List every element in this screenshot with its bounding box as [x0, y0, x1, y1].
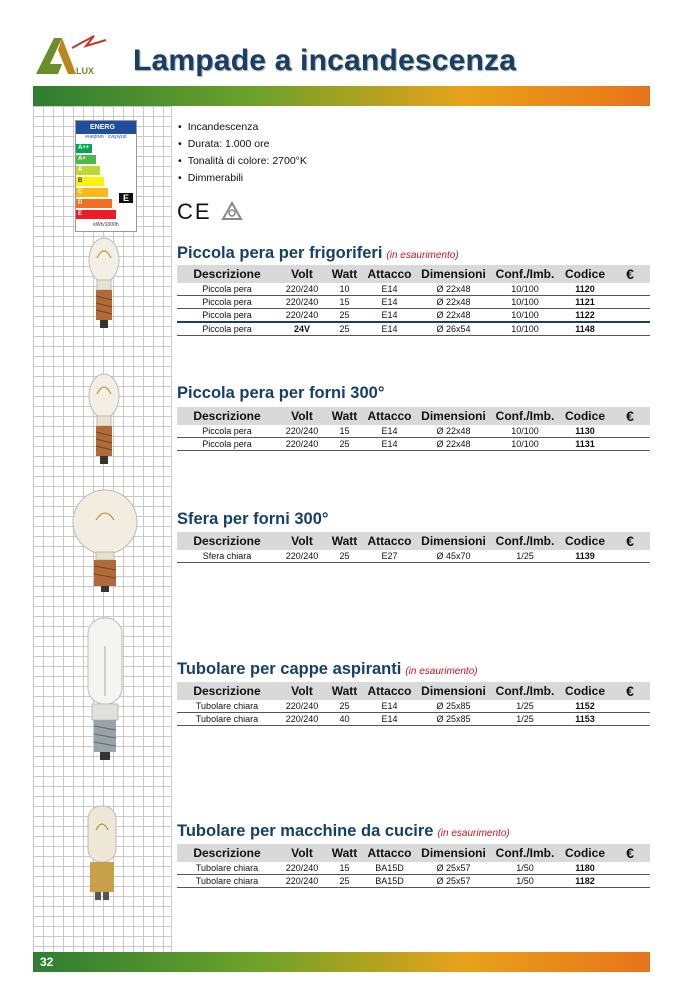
table-cell [610, 322, 650, 336]
table-cell: 25 [327, 309, 362, 323]
col-dimensioni: Dimensioni [417, 682, 490, 700]
table-cell: Piccola pera [177, 283, 277, 296]
col-dimensioni: Dimensioni [417, 407, 490, 425]
col-descrizione: Descrizione [177, 265, 277, 283]
table-cell: 10/100 [490, 438, 560, 451]
table-cell: 10/100 [490, 283, 560, 296]
col-codice: Codice [560, 682, 610, 700]
col-descrizione: Descrizione [177, 532, 277, 550]
section-title-text: Piccola pera per forni 300° [177, 384, 385, 402]
col-watt: Watt [327, 682, 362, 700]
col-volt: Volt [277, 682, 327, 700]
table-cell [610, 438, 650, 451]
header-gradient-bar [33, 86, 650, 106]
sphere-bulb-image [70, 486, 140, 596]
col-volt: Volt [277, 844, 327, 862]
table-row [177, 550, 650, 563]
col-attacco: Attacco [362, 532, 417, 550]
energy-label-footer: kWh/1000h [93, 222, 119, 228]
col-dimensioni: Dimensioni [417, 532, 490, 550]
table-cell: 25 [327, 700, 362, 713]
col-descrizione: Descrizione [177, 844, 277, 862]
table-cell: 1148 [560, 322, 610, 336]
safety-triangle-icon [221, 201, 243, 221]
col-volt: Volt [277, 265, 327, 283]
product-table [177, 532, 650, 563]
table-cell: 220/240 [277, 438, 327, 451]
section-title-text: Sfera per forni 300° [177, 510, 329, 528]
table-cell: Ø 25x57 [417, 875, 490, 888]
table-cell: Ø 26x54 [417, 322, 490, 336]
table-cell: Piccola pera [177, 309, 277, 323]
table-cell: E14 [362, 283, 417, 296]
table-cell: 40 [327, 713, 362, 726]
table-cell: 25 [327, 438, 362, 451]
energy-class-a: A [76, 166, 100, 175]
table-row [177, 875, 650, 888]
table-cell: Piccola pera [177, 438, 277, 451]
table-cell: 1130 [560, 425, 610, 438]
col-attacco: Attacco [362, 407, 417, 425]
table-cell: Tubolare chiara [177, 862, 277, 875]
table-cell: 220/240 [277, 862, 327, 875]
energy-label-subtitle: енергия · ενεργεια [85, 134, 127, 140]
col-descrizione: Descrizione [177, 407, 277, 425]
section-title-text: Piccola pera per frigoriferi [177, 244, 383, 262]
col-euro: € [610, 844, 650, 862]
table-cell: Tubolare chiara [177, 875, 277, 888]
table-cell: 15 [327, 862, 362, 875]
table-cell: E14 [362, 322, 417, 336]
section-title [177, 384, 384, 403]
table-cell: E14 [362, 309, 417, 323]
table-cell: Sfera chiara [177, 550, 277, 563]
table-cell: E14 [362, 438, 417, 451]
section-title [177, 822, 510, 841]
col-volt: Volt [277, 407, 327, 425]
section-title [177, 244, 459, 263]
feature-item: • Dimmerabili [178, 170, 307, 187]
table-cell: 10/100 [490, 425, 560, 438]
table-cell: 220/240 [277, 283, 327, 296]
table-row [177, 700, 650, 713]
small-pear-oven-bulb-image [85, 372, 123, 472]
table-cell: 24V [277, 322, 327, 336]
energy-class-e: E [76, 210, 116, 219]
table-cell: E14 [362, 700, 417, 713]
col-watt: Watt [327, 407, 362, 425]
table-cell: Piccola pera [177, 322, 277, 336]
table-cell: 1/25 [490, 550, 560, 563]
col-codice: Codice [560, 407, 610, 425]
table-cell: E14 [362, 713, 417, 726]
table-cell: 1122 [560, 309, 610, 323]
table-cell: Piccola pera [177, 296, 277, 309]
table-cell: E14 [362, 425, 417, 438]
section-title [177, 510, 329, 529]
section-note: (in esaurimento) [437, 828, 510, 839]
table-cell: 1/25 [490, 713, 560, 726]
tubular-hood-bulb-image [82, 616, 128, 766]
table-cell: 25 [327, 550, 362, 563]
table-cell [610, 425, 650, 438]
tubular-sewing-bulb-image [82, 804, 122, 904]
table-cell: 10/100 [490, 309, 560, 323]
table-cell: 220/240 [277, 296, 327, 309]
col-attacco: Attacco [362, 844, 417, 862]
col-watt: Watt [327, 844, 362, 862]
feature-list [178, 119, 307, 187]
table-cell [610, 296, 650, 309]
table-cell: 25 [327, 875, 362, 888]
energy-label-header: ENERG [76, 121, 136, 134]
col-conf: Conf./Imb. [490, 532, 560, 550]
energy-label [75, 120, 137, 232]
col-watt: Watt [327, 532, 362, 550]
small-pear-bulb-image [85, 236, 123, 336]
table-cell: 10 [327, 283, 362, 296]
table-cell: 1131 [560, 438, 610, 451]
table-cell: Ø 25x57 [417, 862, 490, 875]
table-cell: 10/100 [490, 296, 560, 309]
section-title [177, 660, 478, 679]
table-cell: Ø 45x70 [417, 550, 490, 563]
page-number: 32 [40, 955, 54, 969]
table-cell: 1121 [560, 296, 610, 309]
product-table [177, 844, 650, 888]
table-cell [610, 875, 650, 888]
col-descrizione: Descrizione [177, 682, 277, 700]
table-cell: 220/240 [277, 713, 327, 726]
table-cell: 25 [327, 322, 362, 336]
col-dimensioni: Dimensioni [417, 265, 490, 283]
table-cell: Ø 25x85 [417, 713, 490, 726]
footer-gradient-bar [33, 952, 650, 972]
col-conf: Conf./Imb. [490, 844, 560, 862]
col-attacco: Attacco [362, 682, 417, 700]
table-cell: Ø 22x48 [417, 296, 490, 309]
table-cell: Ø 25x85 [417, 700, 490, 713]
table-cell: E27 [362, 550, 417, 563]
brand-logo [32, 30, 120, 78]
table-row [177, 713, 650, 726]
section-note: (in esaurimento) [405, 666, 478, 677]
table-cell: 15 [327, 296, 362, 309]
energy-class-c: C [76, 188, 108, 197]
feature-item: • Durata: 1.000 ore [178, 136, 307, 153]
product-table [177, 265, 650, 336]
table-cell: Tubolare chiara [177, 713, 277, 726]
table-cell [610, 309, 650, 323]
col-conf: Conf./Imb. [490, 265, 560, 283]
logo-text: LUX [76, 66, 94, 76]
col-watt: Watt [327, 265, 362, 283]
table-cell: Ø 22x48 [417, 438, 490, 451]
table-row [177, 438, 650, 451]
table-cell [610, 283, 650, 296]
table-cell [610, 550, 650, 563]
col-euro: € [610, 407, 650, 425]
col-euro: € [610, 265, 650, 283]
table-cell: 1180 [560, 862, 610, 875]
table-cell: Tubolare chiara [177, 700, 277, 713]
table-row [177, 296, 650, 309]
table-cell: 15 [327, 425, 362, 438]
table-row [177, 309, 650, 323]
product-table [177, 682, 650, 726]
section-title-text: Tubolare per macchine da cucire [177, 822, 434, 840]
ce-mark-icon: CE [177, 199, 212, 224]
table-cell: 10/100 [490, 322, 560, 336]
col-euro: € [610, 532, 650, 550]
table-cell: 1/50 [490, 875, 560, 888]
table-cell: 1/50 [490, 862, 560, 875]
col-euro: € [610, 682, 650, 700]
table-cell: 1153 [560, 713, 610, 726]
table-cell: 1139 [560, 550, 610, 563]
energy-class-ap: A+ [76, 155, 96, 164]
table-cell: Piccola pera [177, 425, 277, 438]
table-cell: BA15D [362, 875, 417, 888]
col-codice: Codice [560, 532, 610, 550]
section-note: (in esaurimento) [386, 250, 459, 261]
table-cell: Ø 22x48 [417, 425, 490, 438]
table-cell: 1152 [560, 700, 610, 713]
col-dimensioni: Dimensioni [417, 844, 490, 862]
table-cell: 220/240 [277, 309, 327, 323]
table-cell: 1120 [560, 283, 610, 296]
table-cell: 1/25 [490, 700, 560, 713]
table-row [177, 862, 650, 875]
table-cell: 220/240 [277, 700, 327, 713]
energy-class-b: B [76, 177, 104, 186]
table-cell: E14 [362, 296, 417, 309]
table-cell [610, 713, 650, 726]
table-cell: 220/240 [277, 875, 327, 888]
energy-class-d: D [76, 199, 112, 208]
table-cell [610, 862, 650, 875]
feature-item: • Incandescenza [178, 119, 307, 136]
col-conf: Conf./Imb. [490, 682, 560, 700]
energy-rating: E [119, 193, 133, 203]
col-codice: Codice [560, 844, 610, 862]
col-codice: Codice [560, 265, 610, 283]
table-cell: 220/240 [277, 550, 327, 563]
table-cell: Ø 22x48 [417, 309, 490, 323]
table-cell [610, 700, 650, 713]
page-title: Lampade a incandescenza [133, 44, 517, 77]
table-row [177, 322, 650, 336]
col-conf: Conf./Imb. [490, 407, 560, 425]
table-cell: BA15D [362, 862, 417, 875]
table-cell: Ø 22x48 [417, 283, 490, 296]
feature-item: • Tonalità di colore: 2700°K [178, 153, 307, 170]
section-title-text: Tubolare per cappe aspiranti [177, 660, 402, 678]
col-volt: Volt [277, 532, 327, 550]
table-cell: 1182 [560, 875, 610, 888]
product-table [177, 407, 650, 451]
energy-class-app: A++ [76, 144, 92, 153]
table-row [177, 425, 650, 438]
table-cell: 220/240 [277, 425, 327, 438]
col-attacco: Attacco [362, 265, 417, 283]
table-row [177, 283, 650, 296]
